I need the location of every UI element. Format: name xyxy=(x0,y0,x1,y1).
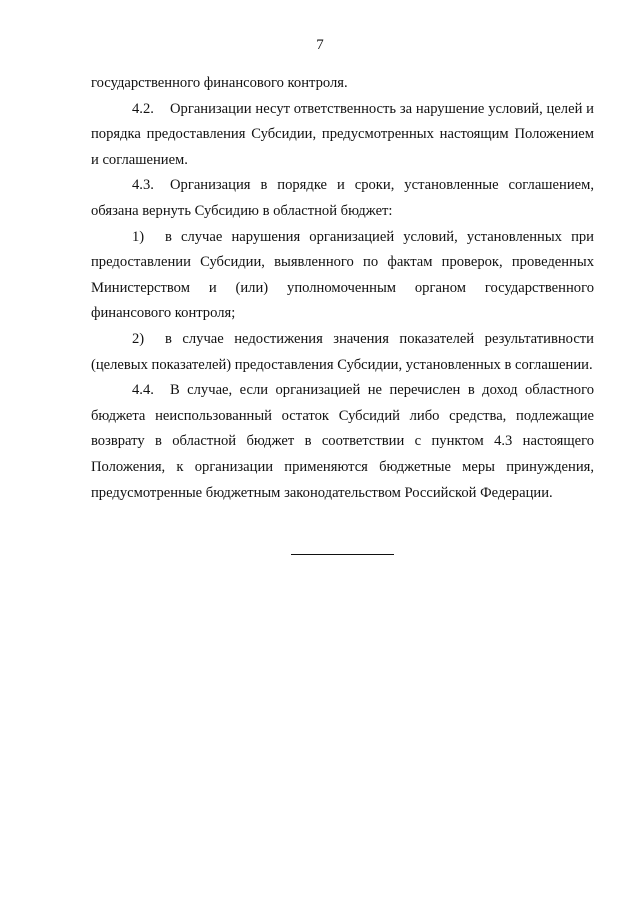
end-divider xyxy=(291,554,394,555)
item-number: 2) xyxy=(132,330,145,347)
list-item-2 xyxy=(91,327,594,378)
paragraph-text: В случае, если организацией не перечислен в доход областного бюджета неиспользованный остаток Субсидий либо средства, подлежащие возврату в областной бюджет в соответствии с пунктом 4.3 настоящего Положения, к организации применяются бюджетные меры принуждения, предусмотренные бюджетным законодательством Российской Федерации. xyxy=(91,382,594,501)
paragraph-text: Организации несут ответственность за нарушение условий, целей и порядка предоставления Субсидии, предусмотренных настоящим Положением и соглашением. xyxy=(91,100,594,168)
clause-number: 4.3. xyxy=(132,177,154,194)
paragraph-text: Организация в порядке и сроки, установленные соглашением, обязана вернуть Субсидию в областной бюджет: xyxy=(91,177,594,219)
paragraph-4-3 xyxy=(91,173,594,224)
document-body xyxy=(91,71,594,506)
paragraph-4-4 xyxy=(91,378,594,506)
paragraph-continuation: государственного финансового контроля. xyxy=(91,75,348,91)
paragraph-4-2 xyxy=(91,97,594,174)
item-number: 1) xyxy=(132,228,145,245)
clause-number: 4.4. xyxy=(132,382,154,399)
page-number: 7 xyxy=(316,37,324,53)
list-item-1 xyxy=(91,225,594,327)
item-text: в случае нарушения организацией условий, установленных при предоставлении Субсидии, выявленного по фактам проверок, проведенных Министерством и (или) уполномоченным органом государственного финансового контроля; xyxy=(91,228,594,322)
clause-number: 4.2. xyxy=(132,100,154,117)
item-text: в случае недостижения значения показателей результативности (целевых показателей) предоставления Субсидии, установленных в соглашении. xyxy=(91,330,594,373)
